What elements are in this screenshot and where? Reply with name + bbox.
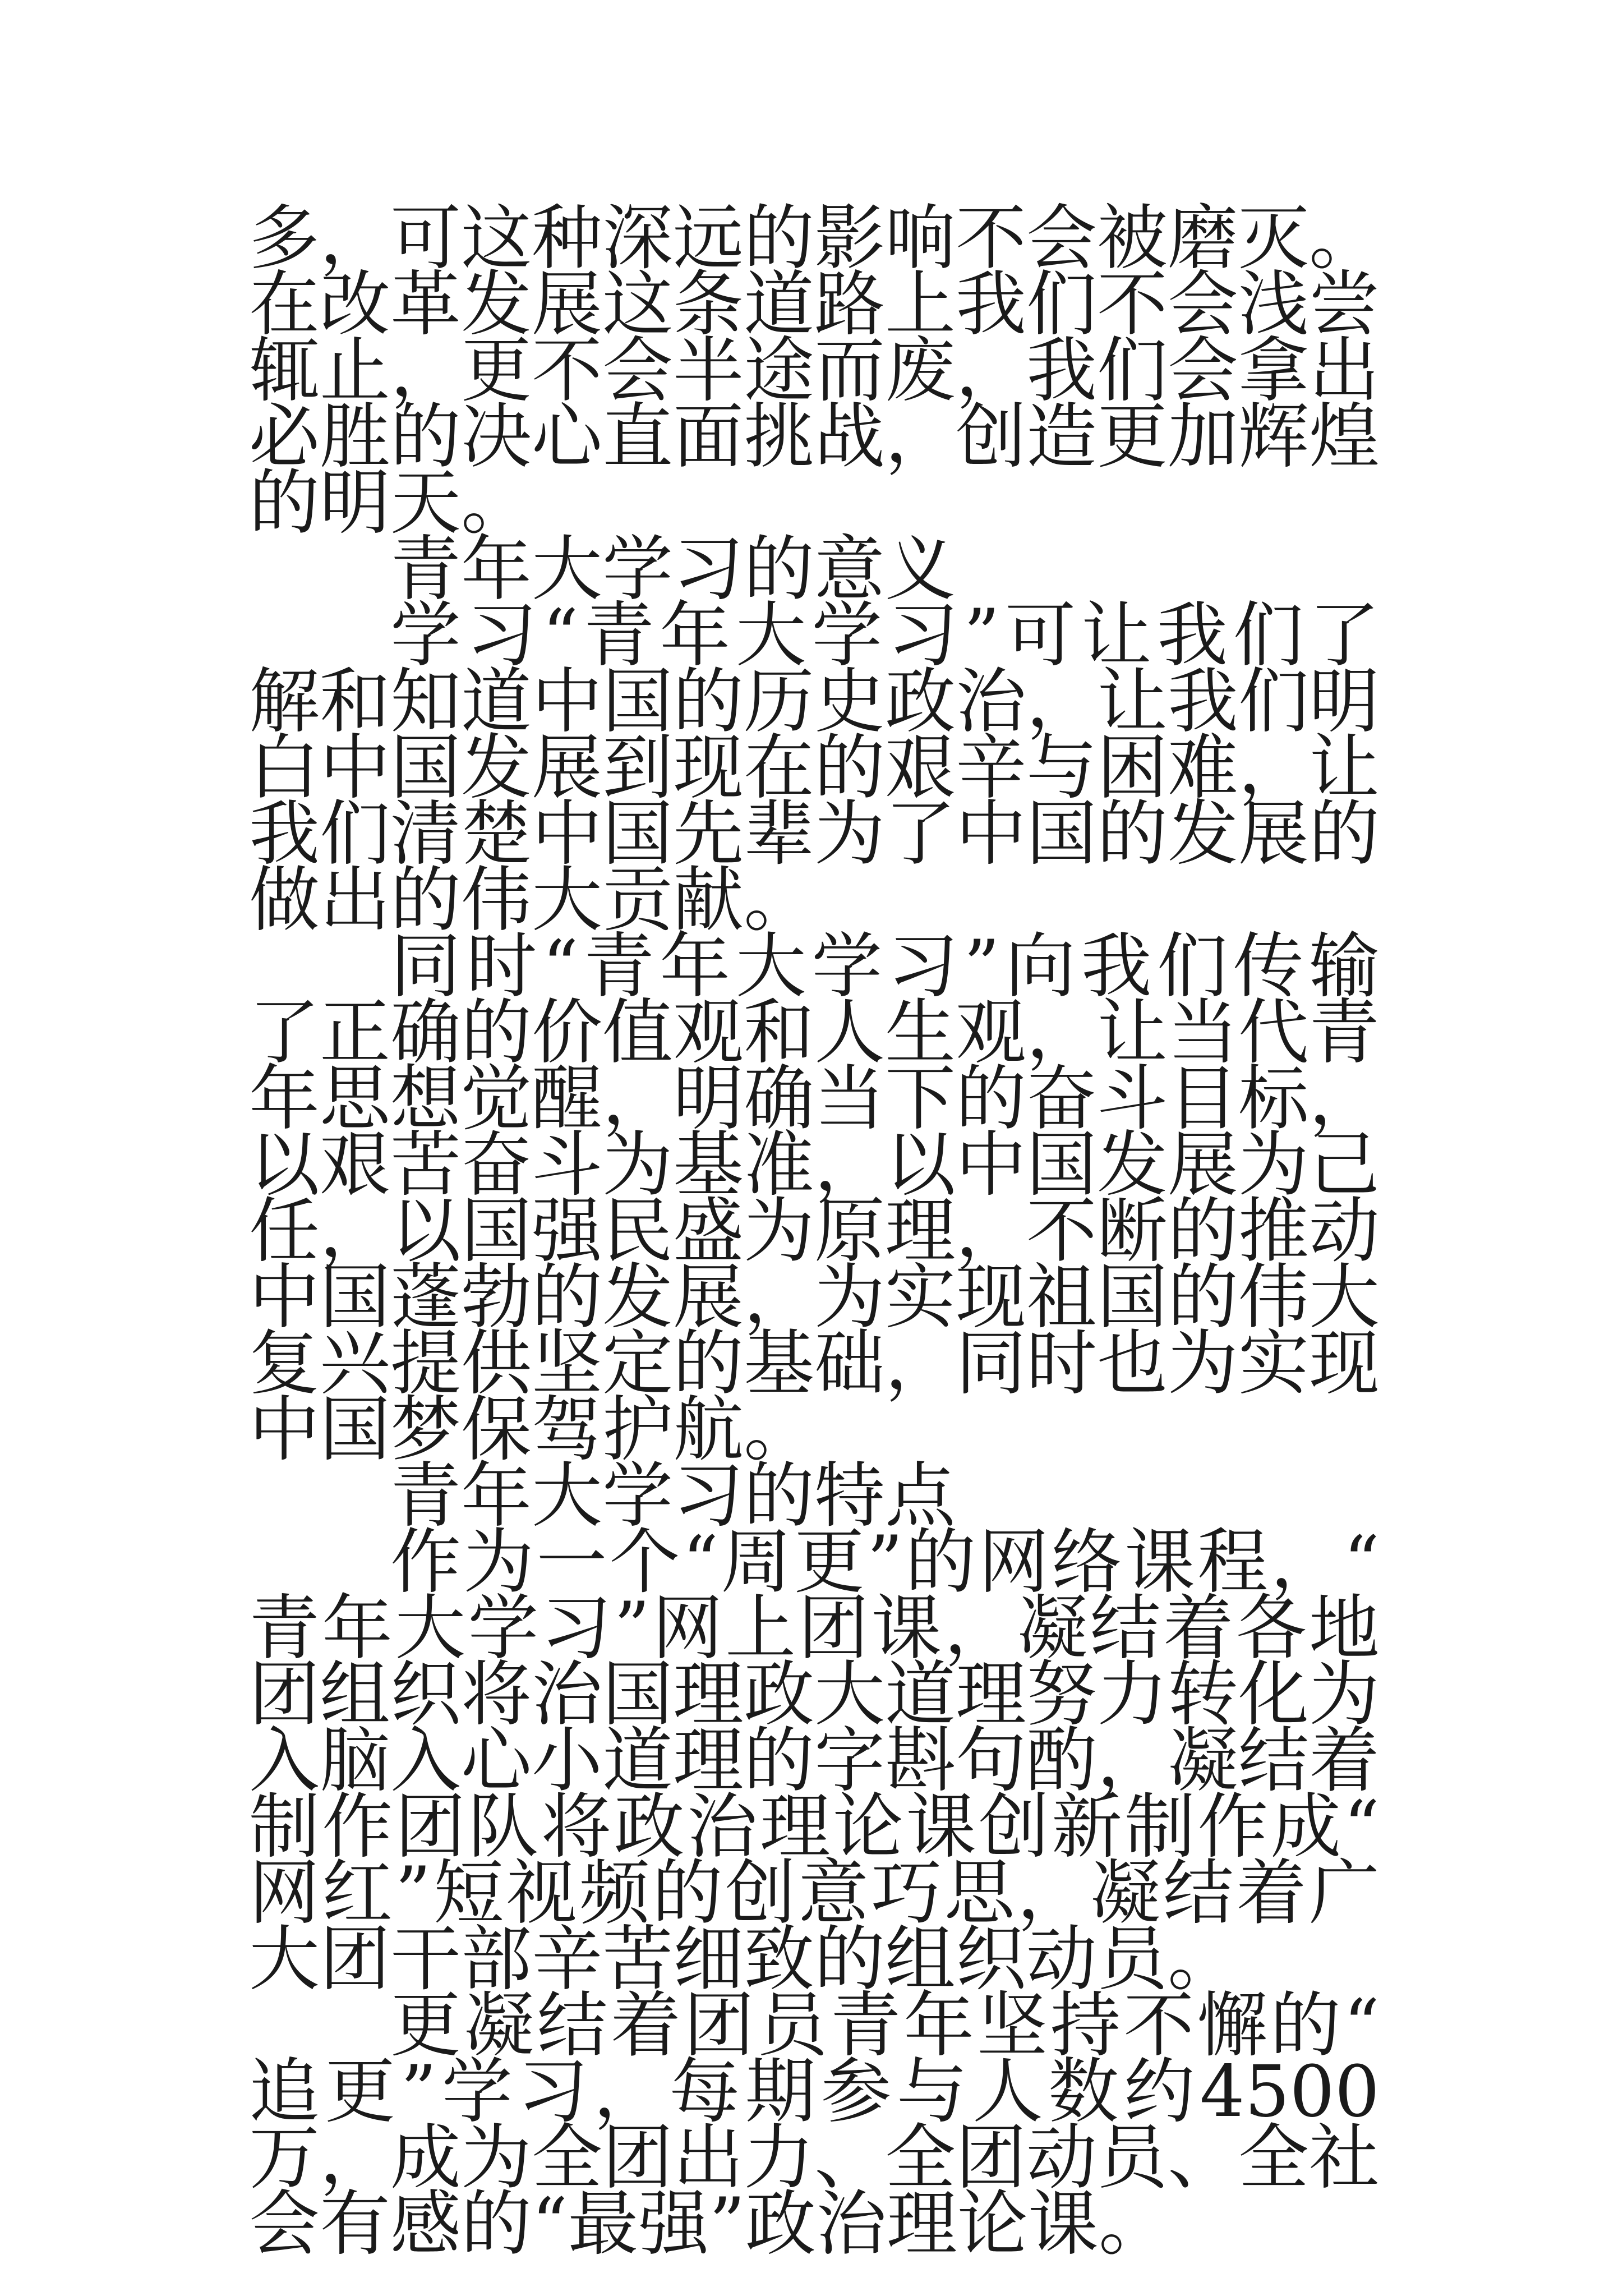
paragraph-continuation: 多，可这种深远的影响不会被磨灭。在改革发展这条道路上我们不会浅尝辄止，更不会半途而废，我们会拿出必胜的决心直面挑战，创造更加辉煌的明天。 <box>249 197 1380 544</box>
document-body <box>249 197 1380 2265</box>
paragraph-significance-1: 学习“青年大学习”可让我们了解和知道中国的历史政治，让我们明白中国发展到现在的艰辛与困难，让我们清楚中国先辈为了中国的发展的做出的伟大贡献。 <box>249 594 1380 941</box>
section-heading-significance: 青年大学习的意义 <box>390 528 956 610</box>
paragraph-features-2: 更凝结着团员青年坚持不懈的“追更”学习，每期参与人数约4500万，成为全团出力、全团动员、全社会有感的“最强”政治理论课。 <box>249 1984 1380 2265</box>
section-heading-features: 青年大学习的特点 <box>390 1455 956 1537</box>
paragraph-features-1: 作为一个“周更”的网络课程，“青年大学习”网上团课，凝结着各地团组织将治国理政大道理努力转化为入脑入心小道理的字斟句酌，凝结着制作团队将政治理论课创新制作成“网红”短视频的创意巧思，凝结着广大团干部辛苦细致的组织动员。 <box>249 1521 1380 2000</box>
paragraph-significance-2: 同时“青年大学习”向我们传输了正确的价值观和人生观，让当代青年思想觉醒，明确当下的奋斗目标，以艰苦奋斗为基准，以中国发展为己任，以国强民盛为原理，不断的推动中国蓬勃的发展，为实现祖国的伟大复兴提供坚定的基础，同时也为实现中国梦保驾护航。 <box>249 925 1380 1471</box>
